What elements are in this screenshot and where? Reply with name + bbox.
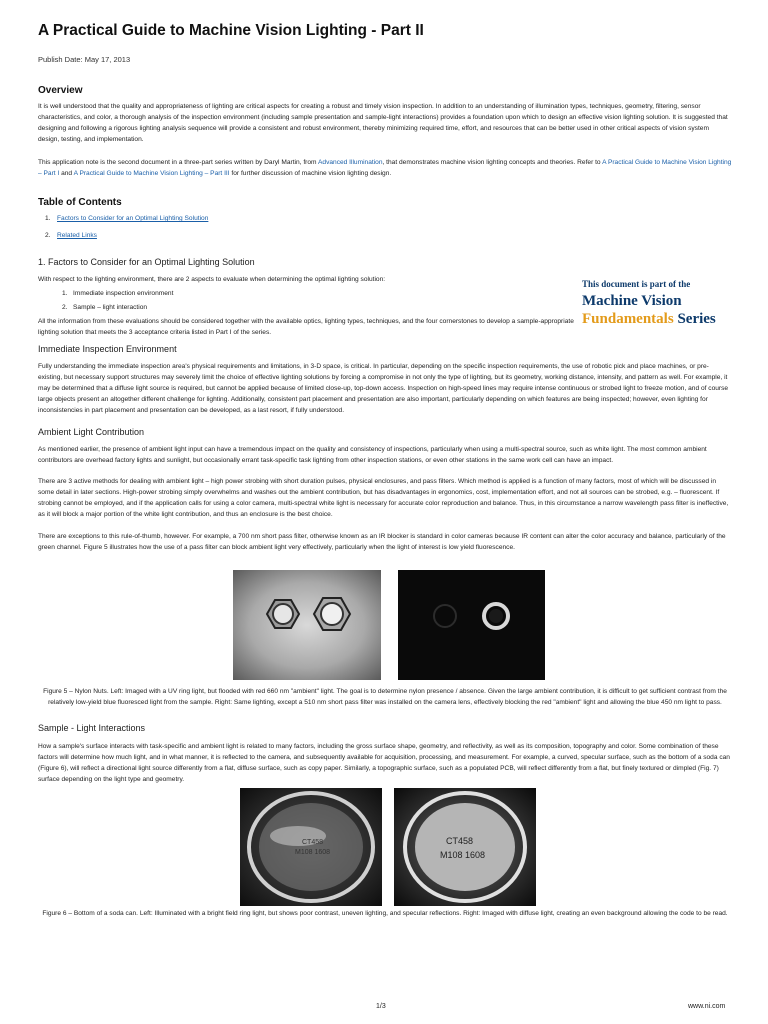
series-line3 (582, 311, 742, 328)
nut-ring-dim (434, 605, 456, 627)
document-title: A Practical Guide to Machine Vision Lighting - Part II (38, 22, 424, 39)
advanced-illumination-link[interactable]: Advanced Illumination (318, 159, 383, 166)
page-number: 1/3 (376, 1003, 386, 1010)
can-bottom-left (259, 803, 363, 891)
series-banner (582, 279, 742, 328)
part3-link[interactable]: A Practical Guide to Machine Vision Lighting – Part III (73, 170, 230, 177)
footer-site: www.ni.com (688, 1003, 726, 1010)
figure6-left-image (240, 788, 382, 906)
ambient-paragraph-3: There are exceptions to this rule-of-thumb, however. For example, a 700 nm short pass filter, otherwise known as an IR blocker is standard in color cameras because IR content can alter the color accuracy and balance, particularly of the green channel. Figure 5 illustrates how the use of a pass filter can block ambient light very effectively, particularly when the light of interest is low yield fluorescence. (38, 533, 726, 551)
sample-heading: Sample - Light Interactions (38, 723, 146, 733)
figure6-right-image (394, 788, 536, 906)
toc-item-number: 1. (45, 215, 51, 222)
overview-text: and (59, 170, 74, 177)
can-bottom-right (415, 803, 515, 891)
toc-item-related-links[interactable]: Related Links (57, 232, 97, 239)
series-line1: This document is part of the (582, 279, 691, 289)
can-code-right: CT458 (446, 836, 474, 846)
series-line2: Machine Vision (582, 293, 682, 309)
figure5-right-image (398, 570, 545, 680)
toc-item-number: 2. (45, 232, 51, 239)
ambient-paragraph-1: As mentioned earlier, the presence of ambient light input can have a tremendous impact on the quality and consistency of inspections, particularly when using a multi-spectral source, such as white light. The most common ambient contributors are overhead factory lights and sunlight, but occasionally errant task-specific task lighting from other inspection stations, or even other stations in the same work cell can have an impact. (38, 446, 707, 464)
immediate-paragraph: Fully understanding the immediate inspection area's physical requirements and limitations, in 3-D space, is critical. In particular, depending on the specific inspection requirements, the use of robotic pick and place machines, or pre-existing, but necessary support structures may severely limit the choice of effective lighting solutions by forcing a compromise in not only the type of lighting, but its geometry, working distance, intensity, and pattern as well. For example, it may be determined that a diffuse light source is required, but cannot be applied because of limited close-up, top-down access. Inspection on high-speed lines may require intense continuous or strobed light to freeze motion, and of course large objects present an altogether different challenge for lighting. Additionally, consistent part placement and presentation are also important, particularly depending on which features are being inspected; however, even lighting for inconsistencies in part placement and presentation can be developed, as a last resort, if fully understood. (38, 363, 729, 414)
figure5-caption: Figure 5 – Nylon Nuts. Left: Imaged with a UV ring light, but flooded with red 660 nm "ambient" light. The goal is to determine nylon presence / absence. Given the large ambient contribution, it is difficult to get sufficient contrast from the relatively low-yield blue fluoresced light from the sample. Right: Same lighting, except a 510 nm short pass filter was installed on the camera lens, effectively blocking the red "ambient" light and allowing the blue 450 nm light to pass. (43, 688, 727, 706)
nut-ring-center (489, 609, 503, 623)
series-fundamentals: Fundamentals (582, 311, 674, 327)
list-item-sample: Sample – light interaction (73, 304, 148, 311)
soda-can-left-svg (240, 788, 382, 906)
ambient-heading: Ambient Light Contribution (38, 427, 145, 437)
part1-link[interactable]: A Practical Guide to Machine Vision Lighting – Part I (38, 159, 732, 177)
overview-text: , that demonstrates machine vision lighting concepts and theories. Refer to (382, 159, 603, 166)
list-item-number: 1. (62, 290, 68, 297)
section1-heading: 1. Factors to Consider for an Optimal Lighting Solution (38, 257, 255, 267)
list-item-immediate: Immediate inspection environment (73, 290, 174, 297)
can-code-left: CT458 (302, 839, 324, 846)
figure6-caption: Figure 6 – Bottom of a soda can. Left: Illuminated with a bright field ring light, but shows poor contrast, uneven lighting, and specular reflections. Right: Imaged with diffuse light, creating an even background allowing the code to be read. (42, 910, 728, 917)
overview-heading: Overview (38, 85, 83, 96)
overview-paragraph-2 (38, 157, 732, 179)
ambient-paragraph-2: There are 3 active methods for dealing with ambient light – high power strobing with short duration pulses, physical enclosures, and pass filters. Which method is applied is a function of many factors, most of which will be discussed in some detail in later sections. High-power strobing simply overwhelms and washes out the ambient contribution, but has disadvantages in ergonomics, cost, implementation effort, and not all sources can be strobed, e.g. – fluorescent. If strobing cannot be employed, and if the application calls for using a color camera, multi-spectral white light is necessary for accurate color reproduction and balance. Thus, in this circumstance a narrow wavelength pass filter is ineffective, as it will block a major portion of the white light contribution, and thus an enclosure is the best choice. (38, 478, 729, 518)
nylon-nuts-left-svg (233, 570, 381, 680)
list-item-number: 2. (62, 304, 68, 311)
series-word: Series (673, 311, 716, 327)
section1-intro: With respect to the lighting environment, there are 2 aspects to evaluate when determining the optimal lighting solution: (38, 276, 386, 283)
toc-heading: Table of Contents (38, 197, 122, 208)
publish-date: Publish Date: May 17, 2013 (38, 55, 131, 64)
can-code-left-2: M108 1608 (295, 849, 331, 856)
overview-paragraph-1: It is well understood that the quality and appropriateness of lighting are critical aspects for creating a robust and timely vision inspection. In addition to an understanding of illumination types, techniques, geometry, filtering, sensor characteristics, and color, a thorough analysis of the inspection environment (including sample presentation and sample-light interactions) provides a foundation upon which to design an effective vision lighting solution. It is suggested that designing and following a rigorous lighting analysis sequence will provide a consistent and robust environment, thereby minimizing required time, effort, and resources that can be better used in other critical aspects of vision system design, testing, and implementation. (38, 103, 728, 143)
figure5-left-image (233, 570, 381, 680)
immediate-heading: Immediate Inspection Environment (38, 344, 177, 354)
nylon-nuts-right-svg (398, 570, 545, 680)
soda-can-right-svg (394, 788, 536, 906)
overview-text: for further discussion of machine vision lighting design. (229, 170, 392, 177)
can-code-right-2: M108 1608 (440, 850, 486, 860)
nut-hole-left-2 (321, 603, 343, 625)
nut-hole-left-1 (273, 604, 293, 624)
sample-paragraph: How a sample's surface interacts with task-specific and ambient light is related to many factors, including the gross surface shape, geometry, and reflectivity, as well as its composition, topography and color. Some combination of these factors will determine how much light, and in what manner, it is reflected to the camera, and subsequently available for acquisition, processing, and measurement. For example, a curved, specular surface, such as the bottom of a soda can (Figure 6), will reflect a directional light source differently from a flat, diffuse surface, such as copy paper. Similarly, a topographic surface, such as a populated PCB, will reflect differently from a flat, but finely textured or dimpled (Fig. 7) surface depending on the light type and geometry. (38, 743, 730, 783)
toc-item-factors[interactable]: Factors to Consider for an Optimal Lighting Solution (57, 215, 209, 222)
section1-after-list: All the information from these evaluations should be considered together with the available optics, lighting types, techniques, and the four cornerstones to develop a sample-appropriate lighting solution that meets the 3 acceptance criteria listed in Part I of the series. (38, 318, 574, 336)
overview-text: This application note is the second document in a three-part series written by Daryl Martin, from (38, 159, 318, 166)
